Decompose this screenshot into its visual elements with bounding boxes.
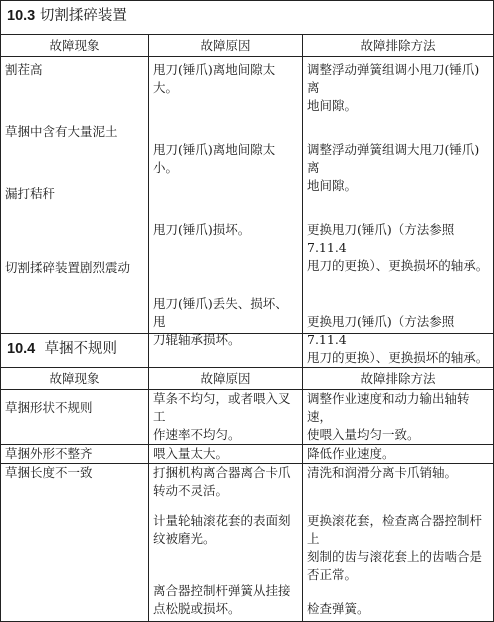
remedy-text: 甩刀的更换）、更换损坏的轴承。 xyxy=(307,350,489,365)
section-number: 10.4 xyxy=(7,341,36,357)
table-row xyxy=(1,57,494,368)
cause-cell xyxy=(149,57,303,368)
symptom-text: 草捆长度不一致 xyxy=(5,465,93,480)
remedy-text: 调整作业速度和动力输出轴转速， xyxy=(307,391,470,424)
remedy-text: 降低作业速度。 xyxy=(303,445,494,464)
remedy-text: 调整浮动弹簧组调小甩刀(锤爪)离 xyxy=(307,62,480,95)
remedy-text: 清洗和润滑分离卡爪销轴。 xyxy=(307,465,458,480)
cause-text: 转动不灵活。 xyxy=(153,483,229,498)
header-symptom: 故障现象 xyxy=(1,368,149,390)
cause-text: 甩刀(锤爪)损坏。 xyxy=(153,222,251,237)
section-title xyxy=(1,334,494,368)
cause-text: 甩刀(锤爪)离地间隙太大。 xyxy=(153,62,276,95)
remedy-text: 更换甩刀(锤爪)（方法参照 7.11.4 xyxy=(307,314,455,347)
cause-text: 作速率不均匀。 xyxy=(153,427,241,442)
table-header-row xyxy=(1,368,494,390)
remedy-text: 更换甩刀(锤爪)（方法参照 7.11.4 xyxy=(307,222,455,255)
remedy-text: 调整浮动弹簧组调大甩刀(锤爪)离 xyxy=(307,142,480,175)
header-remedy: 故障排除方法 xyxy=(303,35,494,57)
section-name: 草捆不规则 xyxy=(44,341,117,357)
fault-table-bale-shape xyxy=(0,333,494,622)
cause-text: 计量轮轴滚花套的表面刻 xyxy=(153,513,291,528)
table-row xyxy=(1,445,494,464)
remedy-cell xyxy=(303,57,494,368)
remedy-text: 地间隙。 xyxy=(307,98,358,113)
cause-text: 离合器控制杆弹簧从挂接 xyxy=(153,583,291,598)
cause-text: 甩刀(锤爪)丢失、损坏、甩 xyxy=(153,296,288,329)
symptom-text: 切割揉碎装置剧烈震动 xyxy=(5,260,131,275)
section-name: 切割揉碎装置 xyxy=(39,8,127,24)
remedy-text: 检查弹簧。 xyxy=(307,601,370,616)
header-remedy: 故障排除方法 xyxy=(303,368,494,390)
remedy-text: 地间隙。 xyxy=(307,178,358,193)
header-symptom: 故障现象 xyxy=(1,35,149,57)
symptom-text: 草捆中含有大量泥土 xyxy=(5,124,118,139)
cause-text: 草条不均匀，或者喂入叉工 xyxy=(153,391,291,424)
remedy-text: 甩刀的更换）、更换损坏的轴承。 xyxy=(307,258,489,273)
cause-text: 喂入量太大。 xyxy=(149,445,303,464)
header-cause: 故障原因 xyxy=(149,35,303,57)
section-title-row xyxy=(1,1,494,35)
symptom-text: 漏打秸秆 xyxy=(5,186,56,201)
cause-text: 甩刀(锤爪)离地间隙太小。 xyxy=(153,142,276,175)
table-row xyxy=(1,390,494,445)
remedy-text: 使喂入量均匀一致。 xyxy=(307,427,420,442)
cause-text: 刀辊轴承损坏。 xyxy=(153,332,241,347)
remedy-text: 更换滚花套，检查离合器控制杆上 xyxy=(307,513,483,546)
table-row xyxy=(1,464,494,622)
cause-text: 打捆机构离合器离合卡爪 xyxy=(153,465,291,480)
section-title xyxy=(1,1,494,35)
cause-text: 纹被磨光。 xyxy=(153,531,216,546)
header-cause: 故障原因 xyxy=(149,368,303,390)
symptom-text: 草捆外形不整齐 xyxy=(1,445,149,464)
section-title-row xyxy=(1,334,494,368)
symptom-text: 草捆形状不规则 xyxy=(5,400,93,415)
symptom-cell xyxy=(1,57,149,368)
symptom-text: 割茬高 xyxy=(5,62,43,77)
table-header-row xyxy=(1,35,494,57)
remedy-text: 否正常。 xyxy=(307,567,358,582)
section-number: 10.3 xyxy=(7,8,36,24)
cause-text: 点松脱或损坏。 xyxy=(153,601,241,616)
remedy-text: 刻制的齿与滚花套上的齿啮合是 xyxy=(307,549,483,564)
